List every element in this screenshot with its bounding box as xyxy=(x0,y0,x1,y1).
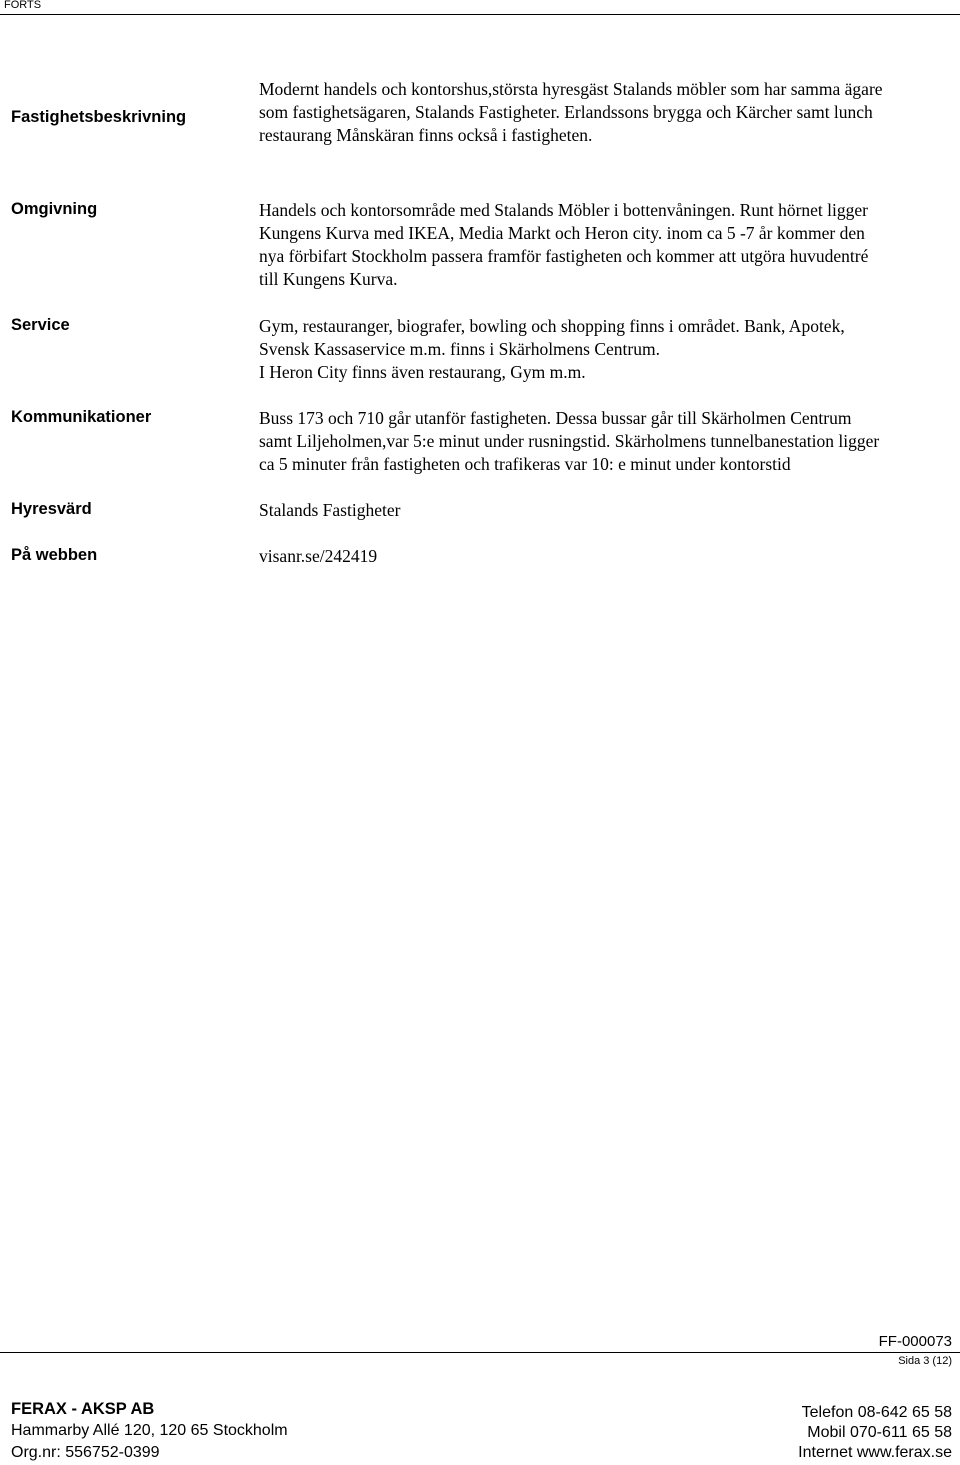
footer-org-number: Org.nr: 556752-0399 xyxy=(11,1444,160,1461)
footer-divider xyxy=(0,1352,960,1353)
text-line: I Heron City finns även restaurang, Gym m.m. xyxy=(259,362,586,382)
section-label-omgivning: Omgivning xyxy=(11,200,98,218)
text-line: nya förbifart Stockholm passera framför fastigheten och kommer att utgöra huvudentré xyxy=(259,246,869,266)
text-line: ca 5 minuter från fastigheten och trafikeras var 10: e minut under kontorstid xyxy=(259,454,791,474)
footer-phone: Telefon 08-642 65 58 xyxy=(801,1404,952,1421)
text-line: Kungens Kurva med IKEA, Media Markt och Heron city. inom ca 5 -7 år kommer den xyxy=(259,223,865,243)
page-number: Sida 3 (12) xyxy=(898,1355,952,1367)
footer-internet[interactable]: Internet www.ferax.se xyxy=(798,1444,952,1461)
footer-company: FERAX - AKSP AB xyxy=(11,1400,155,1418)
footer-address: Hammarby Allé 120, 120 65 Stockholm xyxy=(11,1422,288,1439)
section-text-service xyxy=(259,315,954,384)
text-line: Stalands Fastigheter xyxy=(259,500,401,520)
section-text-fastighetsbeskrivning xyxy=(259,78,954,147)
web-link[interactable]: visanr.se/242419 xyxy=(259,546,378,566)
section-text-kommunikationer xyxy=(259,407,954,476)
document-id: FF-000073 xyxy=(878,1333,952,1350)
section-label-hyresvard: Hyresvärd xyxy=(11,500,92,518)
section-text-hyresvard xyxy=(259,499,954,522)
header-bar xyxy=(0,0,960,15)
text-line: Handels och kontorsområde med Stalands Möbler i bottenvåningen. Runt hörnet ligger xyxy=(259,200,868,220)
text-line: samt Liljeholmen,var 5:e minut under rusningstid. Skärholmens tunnelbanestation ligger xyxy=(259,431,880,451)
text-line: Modernt handels och kontorshus,största hyresgäst Stalands möbler som har samma ägare xyxy=(259,79,883,99)
footer-mobile: Mobil 070-611 65 58 xyxy=(807,1424,952,1441)
section-label-service: Service xyxy=(11,316,70,334)
text-line: Svensk Kassaservice m.m. finns i Skärholmens Centrum. xyxy=(259,339,660,359)
text-line: som fastighetsägaren, Stalands Fastigheter. Erlandssons brygga och Kärcher samt lunch xyxy=(259,102,873,122)
text-line: Buss 173 och 710 går utanför fastigheten. Dessa bussar går till Skärholmen Centrum xyxy=(259,408,852,428)
section-label-fastighetsbeskrivning: Fastighetsbeskrivning xyxy=(11,108,187,126)
web-label: På webben xyxy=(11,546,98,564)
header-tag: FORTS xyxy=(4,0,42,11)
section-text-omgivning xyxy=(259,199,954,291)
section-label-kommunikationer: Kommunikationer xyxy=(11,408,152,426)
text-line: till Kungens Kurva. xyxy=(259,269,398,289)
text-line: restaurang Månskäran finns också i fastigheten. xyxy=(259,125,593,145)
text-line: Gym, restauranger, biografer, bowling och shopping finns i området. Bank, Apotek, xyxy=(259,316,845,336)
